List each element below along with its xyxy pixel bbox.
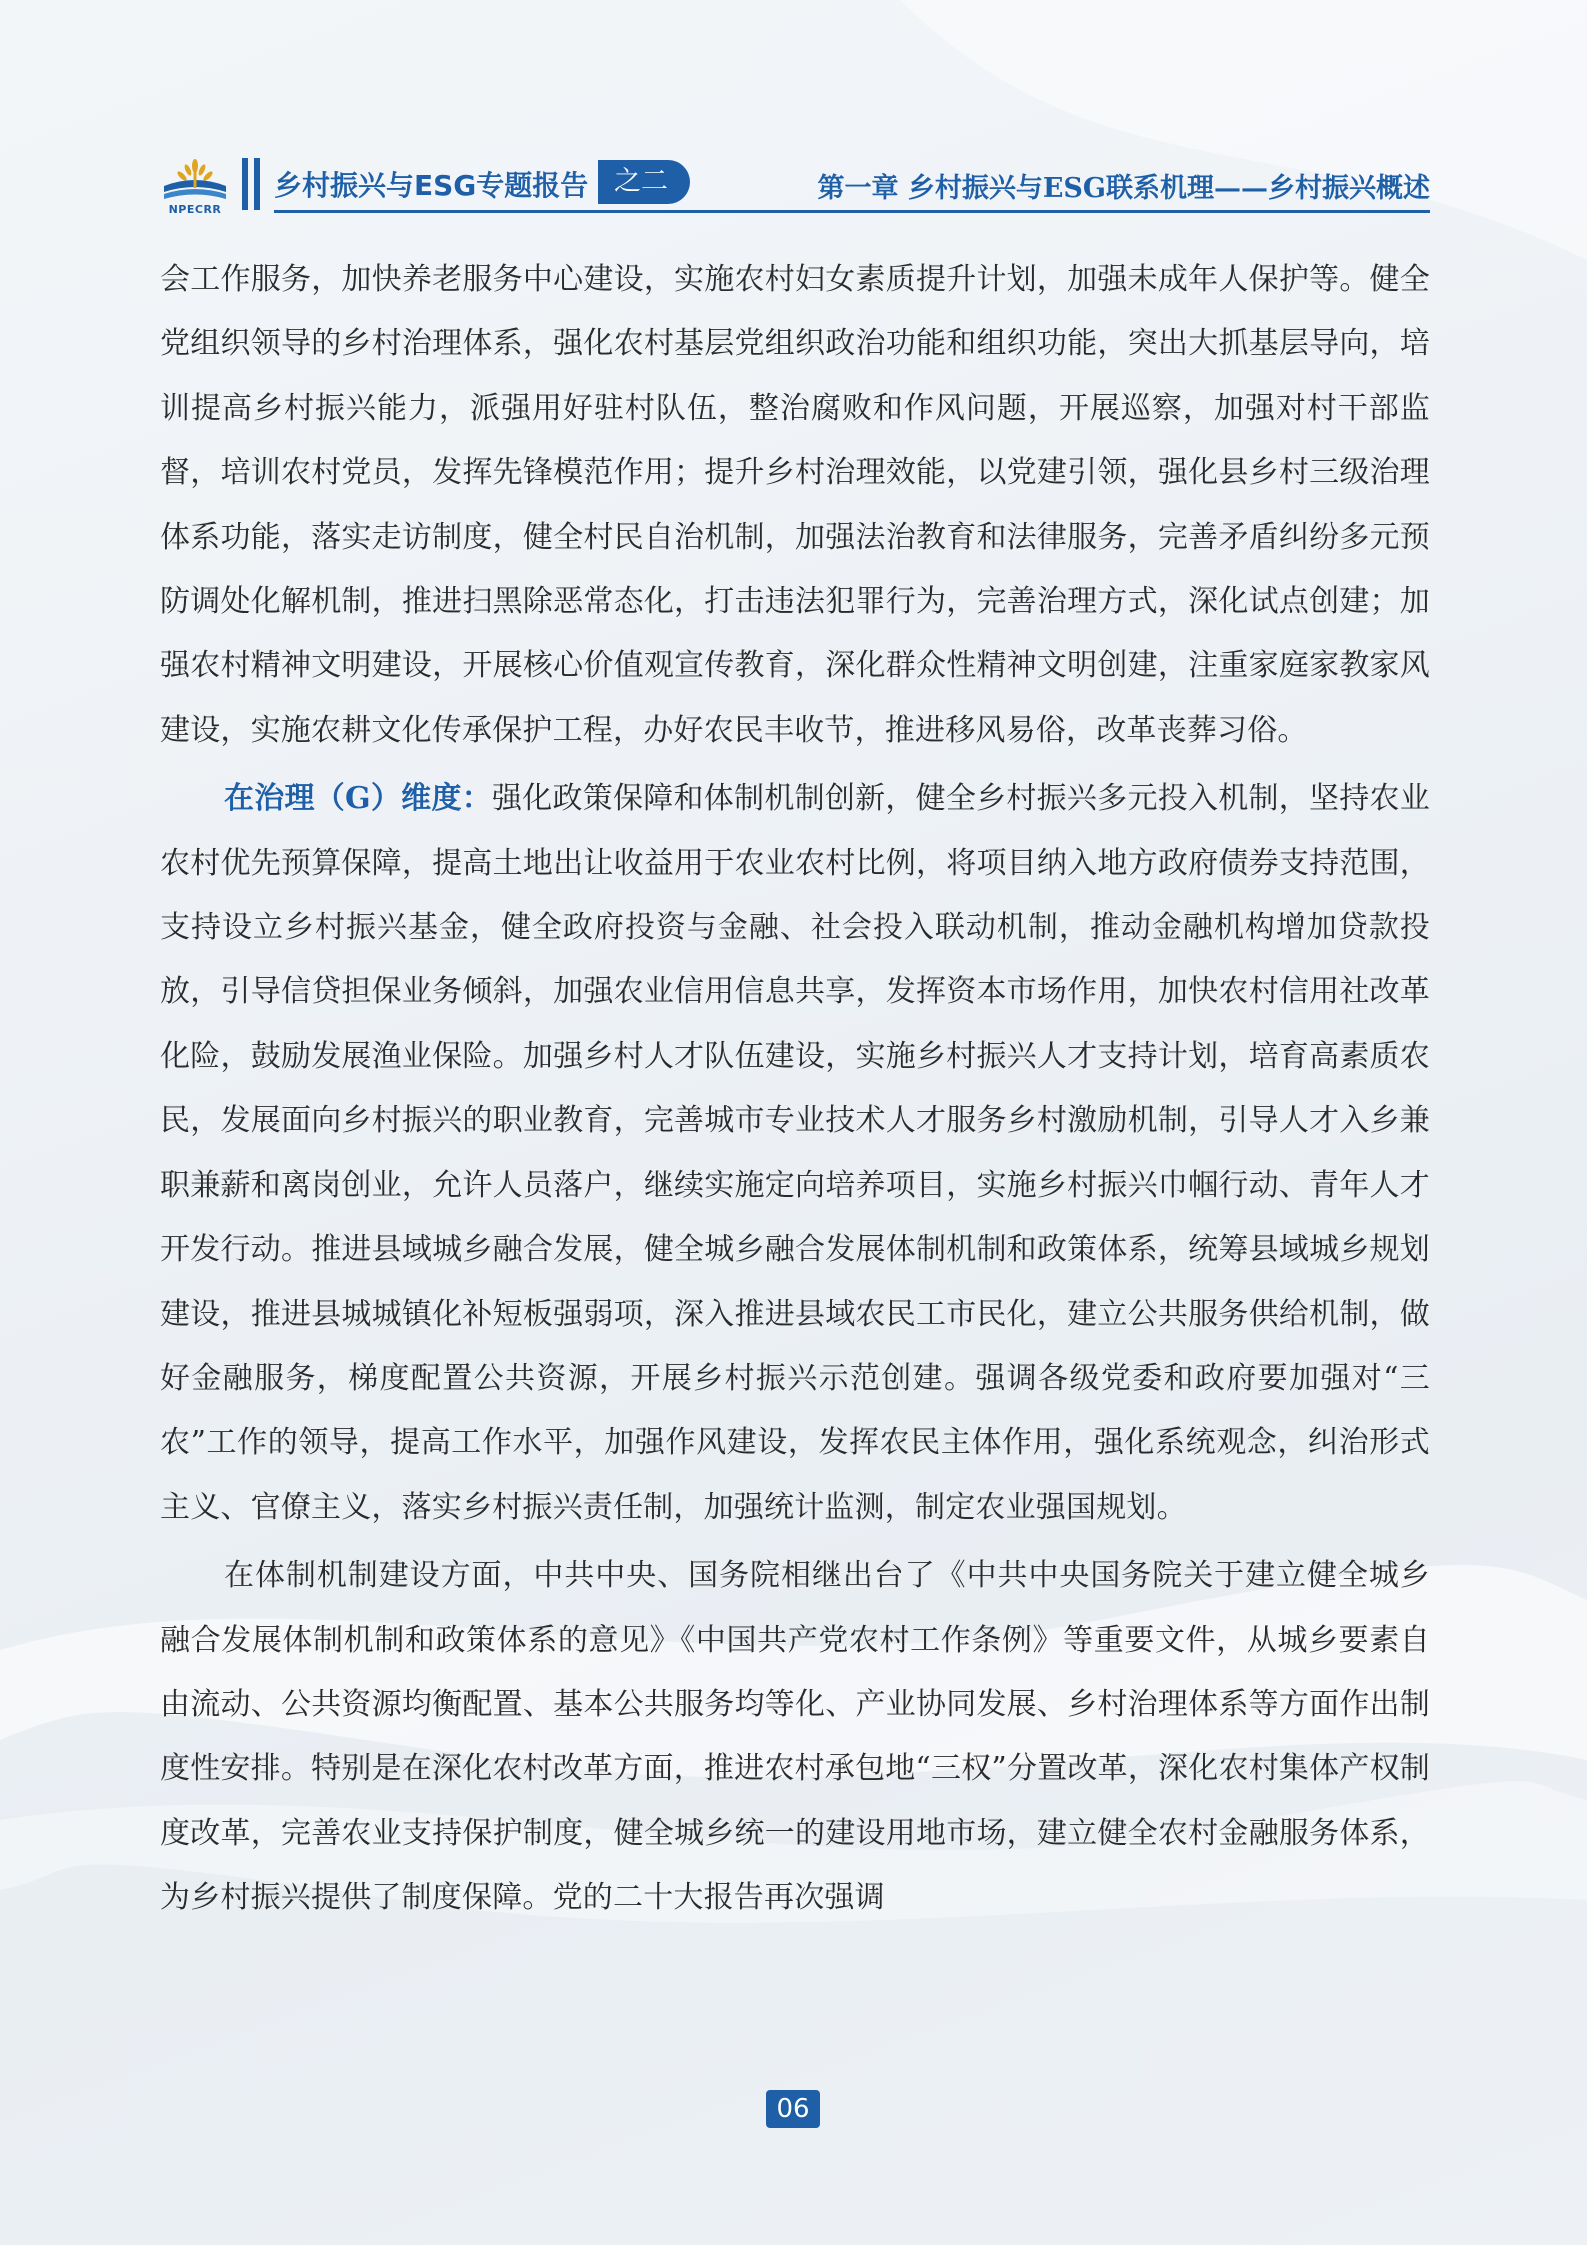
series-badge: 之二 — [598, 160, 690, 204]
header-accent-bar — [254, 158, 260, 210]
report-title: 乡村振兴与ESG专题报告 — [274, 169, 589, 202]
logo-text: NPECRR — [168, 203, 222, 216]
paragraph-institutional-mechanism: 在体制机制建设方面，中共中央、国务院相继出台了《中共中央国务院关于建立健全城乡融合发展体制机制和政策体系的意见》《中国共产党农村工作条例》等重要文件，从城乡要素自由流动、公共资源均衡配置、基本公共服务均等化、产业协同发展、乡村治理体系等方面作出制度性安排。特别是在深化农村改革方面，推进农村承包地“三权”分置改革，深化农村集体产权制度改革，完善农业支持保护制度，健全城乡统一的建设用地市场，建立健全农村金融服务体系，为乡村振兴提供了制度保障。党的二十大报告再次强调 — [160, 1558, 1430, 1916]
paragraph-text: 强化政策保障和体制机制创新，健全乡村振兴多元投入机制，坚持农业农村优先预算保障，提高土地出让收益用于农业农村比例，将项目纳入地方政府债券支持范围，支持设立乡村振兴基金，健全政府投资与金融、社会投入联动机制，推动金融机构增加贷款投放，引导信贷担保业务倾斜，加强农业信用信息共享，发挥资本市场作用，加快农村信用社改革化险，鼓励发展渔业保险。加强乡村人才队伍建设，实施乡村振兴人才支持计划，培育高素质农民，发展面向乡村振兴的职业教育，完善城市专业技术人才服务乡村激励机制，引导人才入乡兼职兼薪和离岗创业，允许人员落户，继续实施定向培养项目，实施乡村振兴巾帼行动、青年人才开发行动。推进县域城乡融合发展，健全城乡融合发展体制机制和政策体系，统筹县域城乡规划建设，推进县城城镇化补短板强弱项，深入推进县域农民工市民化，建立公共服务供给机制，做好金融服务，梯度配置公共资源，开展乡村振兴示范创建。强调各级党委和政府要加强对“三农”工作的领导，提高工作水平，加强作风建设，发挥农民主体作用，强化系统观念，纠治形式主义、官僚主义，落实乡村振兴责任制，加强统计监测，制定农业强国规划。 — [160, 781, 1430, 1525]
page-number: 06 — [766, 2090, 820, 2128]
header-rule — [274, 210, 1430, 213]
paragraph-governance-dimension — [160, 767, 1430, 1540]
body-text — [160, 248, 1430, 1935]
page-header — [150, 150, 1430, 220]
chapter-title: 第一章 乡村振兴与ESG联系机理——乡村振兴概述 — [817, 173, 1430, 204]
paragraph-lead-heading: 在治理（G）维度： — [224, 781, 492, 817]
paragraph-social-governance: 会工作服务，加快养老服务中心建设，实施农村妇女素质提升计划，加强未成年人保护等。健全党组织领导的乡村治理体系，强化农村基层党组织政治功能和组织功能，突出大抓基层导向，培训提高乡村振兴能力，派强用好驻村队伍，整治腐败和作风问题，开展巡察，加强对村干部监督，培训农村党员，发挥先锋模范作用；提升乡村治理效能，以党建引领，强化县乡村三级治理体系功能，落实走访制度，健全村民自治机制，加强法治教育和法律服务，完善矛盾纠纷多元预防调处化解机制，推进扫黑除恶常态化，打击违法犯罪行为，完善治理方式，深化试点创建；加强农村精神文明建设，开展核心价值观宣传教育，深化群众性精神文明创建，注重家庭家教家风建设，实施农耕文化传承保护工程，办好农民丰收节，推进移风易俗，改革丧葬习俗。 — [160, 262, 1430, 748]
header-accent-bar — [242, 158, 248, 210]
